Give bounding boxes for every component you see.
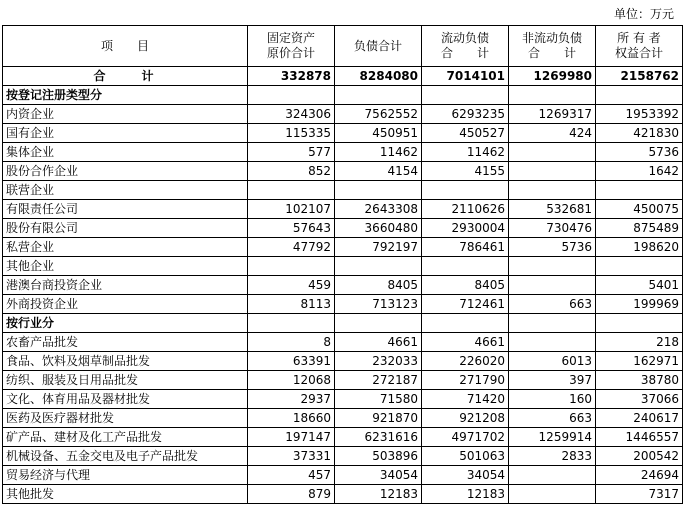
cell-value: [335, 314, 422, 333]
cell-value: 8284080: [335, 67, 422, 86]
cell-value: [509, 485, 596, 504]
row-name: 国有企业: [3, 124, 248, 143]
cell-value: 577: [248, 143, 335, 162]
row-name: 合计: [3, 67, 248, 86]
cell-value: [248, 181, 335, 200]
cell-value: [509, 86, 596, 105]
cell-value: 532681: [509, 200, 596, 219]
table-row: [3, 181, 683, 200]
cell-value: 6231616: [335, 428, 422, 447]
cell-value: [335, 86, 422, 105]
cell-value: 2158762: [596, 67, 683, 86]
cell-value: 71420: [422, 390, 509, 409]
cell-value: 1953392: [596, 105, 683, 124]
cell-value: [596, 314, 683, 333]
cell-value: 272187: [335, 371, 422, 390]
table-row: [3, 238, 683, 257]
cell-value: 37066: [596, 390, 683, 409]
cell-value: 4155: [422, 162, 509, 181]
cell-value: 198620: [596, 238, 683, 257]
cell-value: 102107: [248, 200, 335, 219]
cell-value: [422, 314, 509, 333]
cell-value: 2937: [248, 390, 335, 409]
cell-value: [596, 86, 683, 105]
cell-value: 7014101: [422, 67, 509, 86]
cell-value: [596, 257, 683, 276]
cell-value: 424: [509, 124, 596, 143]
cell-value: 921208: [422, 409, 509, 428]
cell-value: 34054: [335, 466, 422, 485]
table-row: [3, 295, 683, 314]
row-name: 按行业分: [3, 314, 248, 333]
cell-value: 24694: [596, 466, 683, 485]
table-row-section: [3, 314, 683, 333]
row-name: 纺织、服装及日用品批发: [3, 371, 248, 390]
cell-value: [509, 143, 596, 162]
cell-value: 4971702: [422, 428, 509, 447]
cell-value: 5736: [596, 143, 683, 162]
table-row: [3, 390, 683, 409]
cell-value: 115335: [248, 124, 335, 143]
table-row: [3, 447, 683, 466]
row-name: 按登记注册类型分: [3, 86, 248, 105]
header-noncurrent-liabilities: 非流动负债 合 计: [509, 26, 596, 67]
cell-value: 730476: [509, 219, 596, 238]
table-row: [3, 371, 683, 390]
cell-value: 160: [509, 390, 596, 409]
cell-value: 47792: [248, 238, 335, 257]
cell-value: 786461: [422, 238, 509, 257]
header-row: [3, 26, 683, 67]
cell-value: 271790: [422, 371, 509, 390]
cell-value: [509, 162, 596, 181]
cell-value: 332878: [248, 67, 335, 86]
cell-value: 875489: [596, 219, 683, 238]
header-current-liabilities: 流动负债 合 计: [422, 26, 509, 67]
table-row: [3, 124, 683, 143]
cell-value: [248, 257, 335, 276]
cell-value: 457: [248, 466, 335, 485]
table-row: [3, 276, 683, 295]
cell-value: 8113: [248, 295, 335, 314]
cell-value: 1269980: [509, 67, 596, 86]
table-row: [3, 143, 683, 162]
cell-value: 450075: [596, 200, 683, 219]
cell-value: 240617: [596, 409, 683, 428]
unit-label: 单位：万元: [613, 7, 674, 21]
cell-value: 3660480: [335, 219, 422, 238]
cell-value: 57643: [248, 219, 335, 238]
row-name: 集体企业: [3, 143, 248, 162]
cell-value: 4661: [422, 333, 509, 352]
row-name: 港澳台商投资企业: [3, 276, 248, 295]
cell-value: [596, 181, 683, 200]
cell-value: 2643308: [335, 200, 422, 219]
cell-value: [335, 257, 422, 276]
cell-value: 226020: [422, 352, 509, 371]
cell-value: 6293235: [422, 105, 509, 124]
cell-value: [509, 181, 596, 200]
cell-value: 37331: [248, 447, 335, 466]
cell-value: 792197: [335, 238, 422, 257]
cell-value: 200542: [596, 447, 683, 466]
row-name: 有限责任公司: [3, 200, 248, 219]
row-name: 股份合作企业: [3, 162, 248, 181]
cell-value: 459: [248, 276, 335, 295]
cell-value: 5401: [596, 276, 683, 295]
cell-value: 2930004: [422, 219, 509, 238]
table-row: [3, 257, 683, 276]
cell-value: 162971: [596, 352, 683, 371]
cell-value: 12068: [248, 371, 335, 390]
row-name: 食品、饮料及烟草制品批发: [3, 352, 248, 371]
row-name: 其他企业: [3, 257, 248, 276]
cell-value: 232033: [335, 352, 422, 371]
header-owners-equity: 所 有 者 权益合计: [596, 26, 683, 67]
cell-value: [509, 333, 596, 352]
row-name: 联营企业: [3, 181, 248, 200]
table-row: [3, 162, 683, 181]
cell-value: 663: [509, 295, 596, 314]
header-total-liabilities: 负债合计: [335, 26, 422, 67]
row-name: 外商投资企业: [3, 295, 248, 314]
cell-value: [248, 86, 335, 105]
row-name: 内资企业: [3, 105, 248, 124]
cell-value: 712461: [422, 295, 509, 314]
cell-value: 2110626: [422, 200, 509, 219]
row-name: 股份有限公司: [3, 219, 248, 238]
table-row: [3, 105, 683, 124]
cell-value: 503896: [335, 447, 422, 466]
table-row-total: [3, 67, 683, 86]
cell-value: 12183: [335, 485, 422, 504]
cell-value: 8405: [422, 276, 509, 295]
cell-value: 713123: [335, 295, 422, 314]
cell-value: 852: [248, 162, 335, 181]
cell-value: 18660: [248, 409, 335, 428]
cell-value: [422, 181, 509, 200]
cell-value: 1446557: [596, 428, 683, 447]
cell-value: [509, 314, 596, 333]
cell-value: 218: [596, 333, 683, 352]
cell-value: 921870: [335, 409, 422, 428]
row-name: 贸易经济与代理: [3, 466, 248, 485]
cell-value: 450527: [422, 124, 509, 143]
cell-value: [335, 181, 422, 200]
cell-value: 7317: [596, 485, 683, 504]
cell-value: 199969: [596, 295, 683, 314]
row-name: 医药及医疗器材批发: [3, 409, 248, 428]
table-row: [3, 352, 683, 371]
table-row: [3, 409, 683, 428]
cell-value: 34054: [422, 466, 509, 485]
cell-value: 8: [248, 333, 335, 352]
table-row: [3, 466, 683, 485]
cell-value: [248, 314, 335, 333]
cell-value: 6013: [509, 352, 596, 371]
cell-value: 2833: [509, 447, 596, 466]
cell-value: 501063: [422, 447, 509, 466]
cell-value: 63391: [248, 352, 335, 371]
cell-value: 1269317: [509, 105, 596, 124]
table-row: [3, 485, 683, 504]
table-row-section: [3, 86, 683, 105]
header-fixed-assets: 固定资产 原价合计: [248, 26, 335, 67]
cell-value: [509, 276, 596, 295]
cell-value: 7562552: [335, 105, 422, 124]
table-row: [3, 200, 683, 219]
cell-value: [422, 86, 509, 105]
cell-value: 197147: [248, 428, 335, 447]
cell-value: 421830: [596, 124, 683, 143]
row-name: 其他批发: [3, 485, 248, 504]
cell-value: 879: [248, 485, 335, 504]
cell-value: 71580: [335, 390, 422, 409]
cell-value: 8405: [335, 276, 422, 295]
cell-value: 663: [509, 409, 596, 428]
cell-value: 5736: [509, 238, 596, 257]
row-name: 农畜产品批发: [3, 333, 248, 352]
cell-value: 38780: [596, 371, 683, 390]
row-name: 文化、体育用品及器材批发: [3, 390, 248, 409]
cell-value: 450951: [335, 124, 422, 143]
table-row: [3, 333, 683, 352]
table-row: [3, 219, 683, 238]
row-name: 私营企业: [3, 238, 248, 257]
cell-value: 397: [509, 371, 596, 390]
cell-value: 11462: [422, 143, 509, 162]
cell-value: [422, 257, 509, 276]
cell-value: 11462: [335, 143, 422, 162]
cell-value: 4154: [335, 162, 422, 181]
cell-value: 324306: [248, 105, 335, 124]
table-row: [3, 428, 683, 447]
cell-value: 12183: [422, 485, 509, 504]
header-item: 项 目: [3, 26, 248, 67]
cell-value: 1642: [596, 162, 683, 181]
data-table: [2, 25, 683, 504]
cell-value: [509, 466, 596, 485]
cell-value: 1259914: [509, 428, 596, 447]
row-name: 矿产品、建材及化工产品批发: [3, 428, 248, 447]
cell-value: 4661: [335, 333, 422, 352]
cell-value: [509, 257, 596, 276]
row-name: 机械设备、五金交电及电子产品批发: [3, 447, 248, 466]
